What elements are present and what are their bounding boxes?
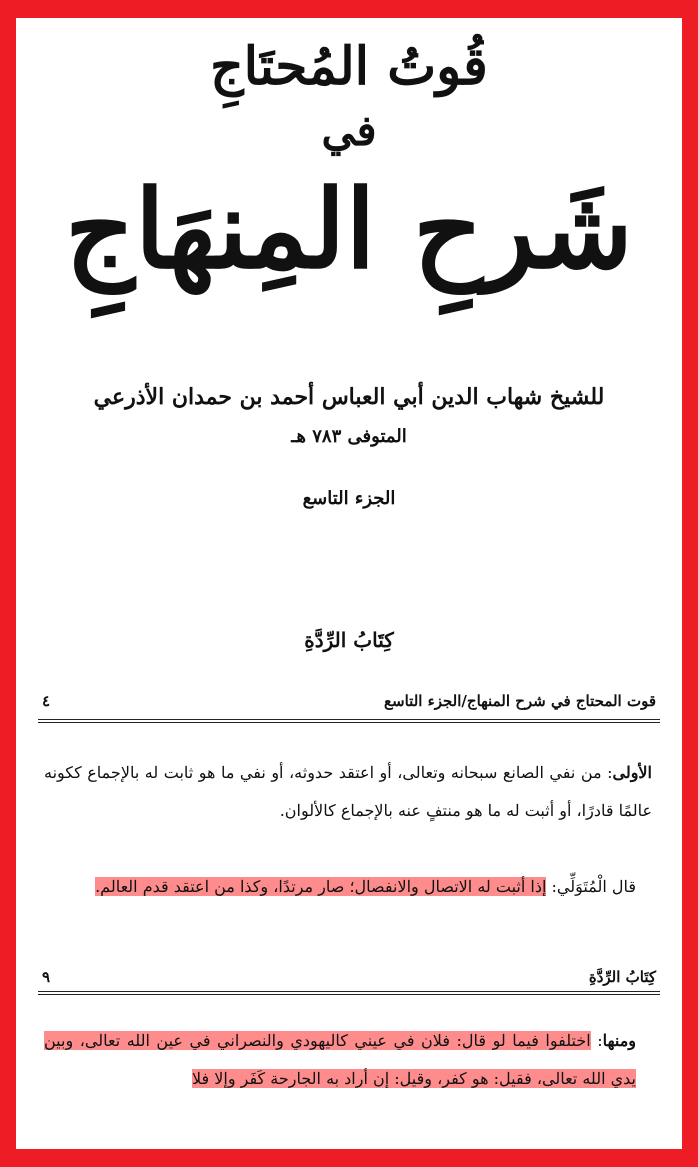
paragraph-3-colon: :: [597, 1031, 603, 1050]
paragraph-3-lead: ومنها: [602, 1031, 636, 1050]
header1-title: قوت المحتاج في شرح المنهاج/الجزء التاسع: [384, 692, 656, 710]
volume-label: الجزء التاسع: [302, 488, 396, 509]
author-line: للشيخ شهاب الدين أبي العباس أحمد بن حمدان الأذرعي: [93, 384, 605, 410]
header1-page-number: ٤: [42, 692, 51, 710]
paragraph-3-highlight: اختلفوا فيما لو قال: فلان في عيني كاليهودي والنصراني في عين الله تعالى، وبين يدي الله تعالى، فقيل: هو كفر، وقيل: إن أراد به الجارحة كَفَر وإلا فلا: [44, 1031, 636, 1088]
header2-page-number: ٩: [42, 968, 51, 986]
running-header-1: [42, 692, 656, 710]
paragraph-3: [44, 1022, 636, 1098]
paragraph-1: [44, 754, 652, 830]
header2-rule-bottom: [38, 994, 660, 995]
header1-rule-bottom: [38, 722, 660, 723]
paragraph-2-lead: قال الْمُتَوَلِّي:: [551, 877, 636, 896]
death-date: المتوفى ٧٨٣ هـ: [291, 426, 407, 447]
header2-title: كِتَابُ الرِّدَّةِ: [588, 968, 656, 986]
book-title-line1: قُوتُ المُحتَاجِ: [210, 36, 488, 97]
book-title-line2: في: [321, 106, 377, 155]
paragraph-2: [44, 868, 636, 906]
paragraph-2-highlight: إذا أثبت له الاتصال والانفصال؛ صار مرتدًا، وكذا من اعتقد قدم العالم.: [95, 877, 547, 896]
running-header-2: [42, 968, 656, 986]
paragraph-1-lead: الأولى: [612, 763, 652, 782]
header2-rule-top: [38, 991, 660, 992]
document-page: [16, 18, 682, 1149]
book-title-line3: شَرحِ المِنهَاجِ: [65, 167, 633, 293]
paragraph-1-text: : من نفي الصانع سبحانه وتعالى، أو اعتقد حدوثه، أو نفي ما هو ثابت له بالإجماع ككونه عالمًا قادرًا، أو أثبت له ما هو منتفٍ عنه بالإجماع كالألوان.: [44, 763, 652, 820]
chapter-title: كِتَابُ الرِّدَّةِ: [304, 628, 394, 652]
header1-rule-top: [38, 719, 660, 720]
